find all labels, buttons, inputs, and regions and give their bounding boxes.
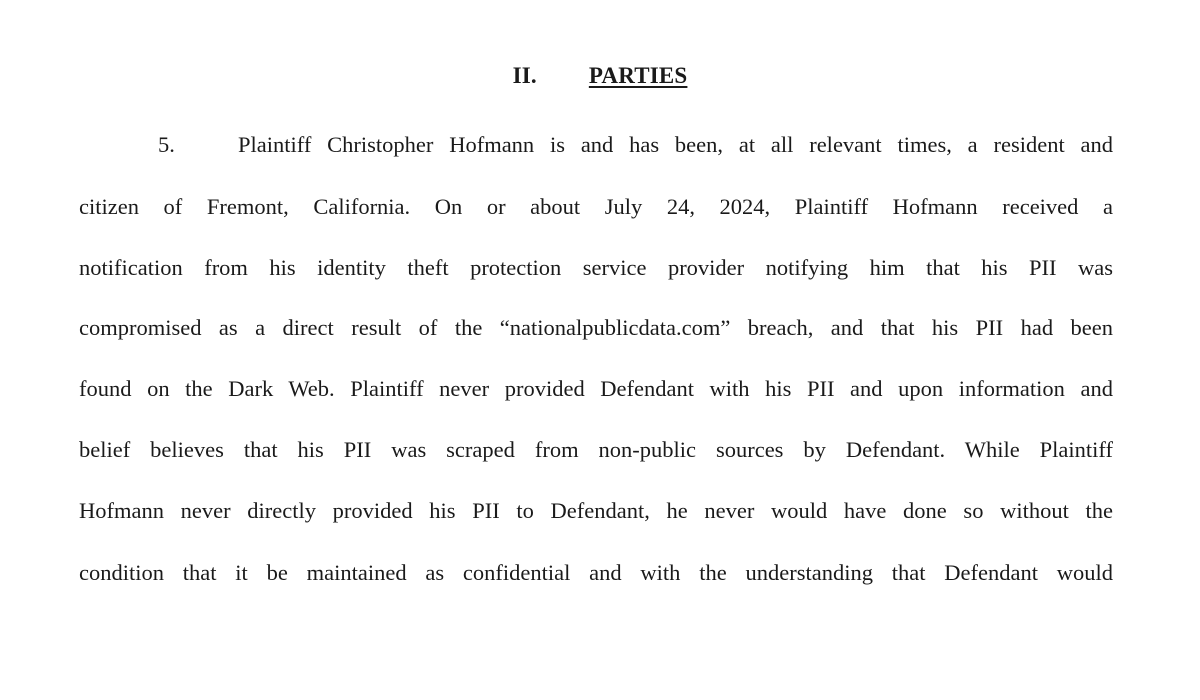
paragraph-line: found on the Dark Web. Plaintiff never provided Defendant with his PII and upon information and xyxy=(79,376,1113,401)
paragraph-line: condition that it be maintained as confidential and with the understanding that Defendant would xyxy=(79,560,1113,585)
section-number: II. xyxy=(512,63,537,88)
paragraph-line: belief believes that his PII was scraped from non-public sources by Defendant. While Plaintiff xyxy=(79,437,1113,462)
paragraph-line: citizen of Fremont, California. On or about July 24, 2024, Plaintiff Hofmann received a xyxy=(79,194,1113,219)
paragraph-line: compromised as a direct result of the “nationalpublicdata.com” breach, and that his PII had been xyxy=(79,315,1113,340)
paragraph-line: notification from his identity theft protection service provider notifying him that his PII was xyxy=(79,255,1113,280)
section-title: PARTIES xyxy=(588,63,688,88)
paragraph-line xyxy=(158,130,1113,160)
paragraph-line-text: Plaintiff Christopher Hofmann is and has been, at all relevant times, a resident and xyxy=(238,132,1113,157)
paragraph-line: Hofmann never directly provided his PII to Defendant, he never would have done so without the xyxy=(79,498,1113,523)
section-heading xyxy=(0,61,1200,91)
paragraph-number: 5. xyxy=(158,132,175,157)
